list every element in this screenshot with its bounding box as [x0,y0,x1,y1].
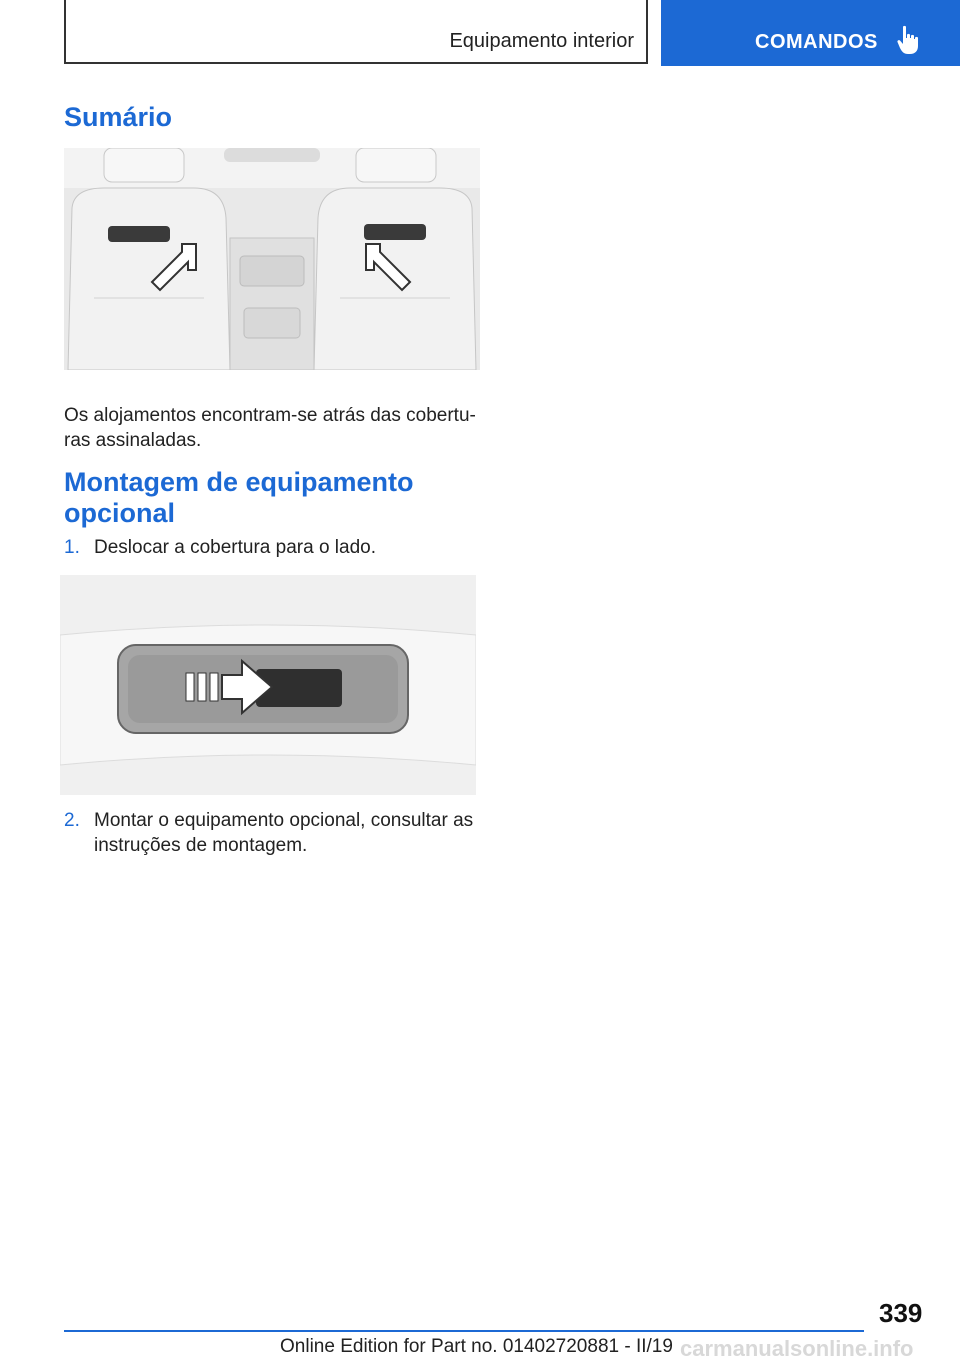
step-1 [64,535,484,561]
chapter-tab[interactable] [661,0,960,66]
cover-slide-illustration [60,575,476,795]
header-section-box [64,0,648,64]
page-number: 339 [879,1298,923,1328]
rear-seats-figure [64,148,480,370]
chapter-title: COMANDOS [755,31,878,53]
step-number: 1. [64,537,80,558]
step-2 [64,808,484,860]
cover-slide-figure [60,575,476,795]
watermark: carmanualsonline.info [680,1336,914,1361]
step-number: 2. [64,810,80,831]
step-text: Deslocar a cobertura para o lado. [94,537,376,558]
pointing-hand-icon [897,25,923,55]
step-text: Montar o equipamento opcional, consultar as instruções de montagem. [94,810,474,856]
section-title: Equipamento interior [449,30,634,52]
footer-divider [64,1330,864,1332]
summary-heading: Sumário [64,102,173,132]
mounting-heading: Montagem de equipamento opcional [64,467,414,528]
summary-text: Os alojamentos encontram-se atrás das cobertu-ras assinaladas. [64,405,476,451]
rear-seats-illustration [64,148,480,370]
edition-text: Online Edition for Part no. 01402720881 - II/19 [280,1336,673,1357]
